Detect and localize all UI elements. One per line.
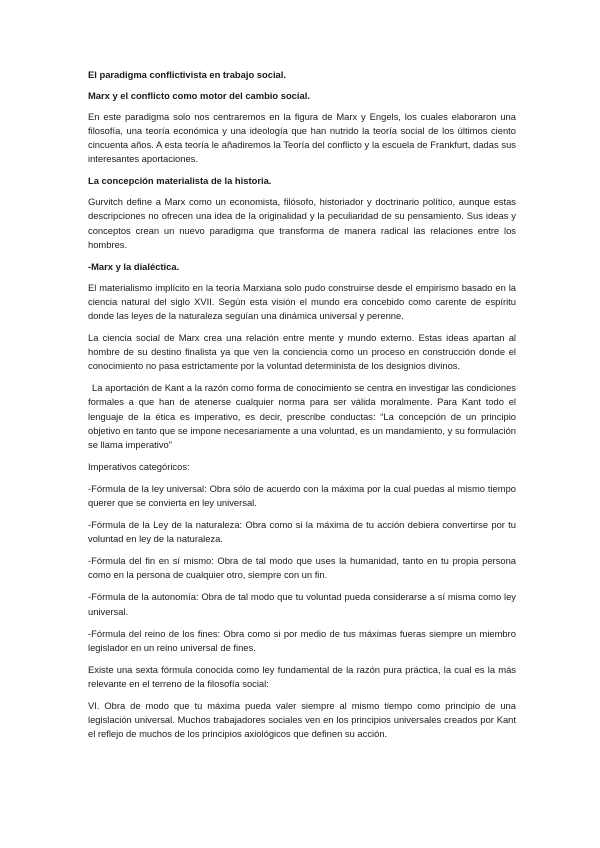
paragraph-gurvitch: Gurvitch define a Marx como un economista, filósofo, historiador y doctrinario político, aunque estas descripciones no ofrecen una idea de la originalidad y la peculiaridad de su pensamiento. Sus ideas y conceptos crean un nuevo paradigma que transforma de manera radical las relaciones entre los hombres. xyxy=(88,196,516,250)
list-item-autonomy: -Fórmula de la autonomía: Obra de tal modo que tu voluntad pueda considerarse a sí misma como ley universal. xyxy=(88,591,516,617)
section-heading-materialist-conception: La concepción materialista de la historia. xyxy=(88,175,272,187)
section-heading-marx-conflict: Marx y el conflicto como motor del cambio social. xyxy=(88,90,310,101)
list-item-kingdom-of-ends: -Fórmula del reino de los fines: Obra como si por medio de tus máximas fueras siempre un miembro legislador en un reino universal de fines. xyxy=(88,627,516,653)
paragraph-sixth-formula: Existe una sexta fórmula conocida como ley fundamental de la razón pura práctica, la cual es la más relevante en el terreno de la filosofía social: xyxy=(88,663,516,689)
paragraph-kant: La aportación de Kant a la razón como forma de conocimiento se centra en investigar las condiciones formales a que han de atenerse cualquier norma para ser válida moralmente. Para Kant todo el lenguaje de la ética es imperativo, es decir, prescribe conductas: “La concepción de un principio objetivo en tanto que se impone necesariamente a una voluntad, es un mandamiento, y su formulación se llama imperativo” xyxy=(88,382,516,450)
document-page xyxy=(88,68,516,749)
paragraph-imperatives-label: Imperativos categóricos: xyxy=(88,460,190,472)
document-title: El paradigma conflictivista en trabajo social. xyxy=(88,69,286,80)
paragraph-intro: En este paradigma solo nos centraremos en la figura de Marx y Engels, los cuales elaboraron una filosofía, una teoría económica y una ideología que han nutrido la teoría social de los últimos ciento cincuenta años. A esta teoría le añadiremos la Teoría del conflicto y la escuela de Frankfurt, dadas sus interesantes aportaciones. xyxy=(88,111,516,165)
paragraph-formula-vi: VI. Obra de modo que tu máxima pueda valer siempre al mismo tiempo como principio de una legislación universal. Muchos trabajadores sociales ven en los principios universales creados por Kant el reflejo de muchos de los principios axiológicos que definen su acción. xyxy=(88,700,516,740)
list-item-end-in-itself: -Fórmula del fin en sí mismo: Obra de tal modo que uses la humanidad, tanto en tu propia persona como en la persona de cualquier otro, siempre con un fin. xyxy=(88,555,516,581)
section-heading-dialectics: -Marx y la dialéctica. xyxy=(88,260,180,272)
paragraph-materialism: El materialismo implícito en la teoría Marxiana solo pudo construirse desde el empirismo basado en la ciencia natural del siglo XVII. Según esta visión el mundo era concebido como carente de espíritu donde las leyes de la naturaleza seguían una dinámica universal y perenne. xyxy=(88,281,516,321)
list-item-universal-law: -Fórmula de la ley universal: Obra sólo de acuerdo con la máxima por la cual puedas al mismo tiempo querer que se convierta en ley universal. xyxy=(88,482,516,508)
paragraph-social-science: La ciencia social de Marx crea una relación entre mente y mundo externo. Estas ideas apartan al hombre de su destino finalista ya que ven la conciencia como un proceso en construcción donde el conocimiento no pasa estrictamente por la voluntad determinista de los designios divinos. xyxy=(88,332,516,372)
list-item-law-of-nature: -Fórmula de la Ley de la naturaleza: Obra como si la máxima de tu acción debiera convertirse por tu voluntad en ley de la naturaleza. xyxy=(88,519,516,545)
